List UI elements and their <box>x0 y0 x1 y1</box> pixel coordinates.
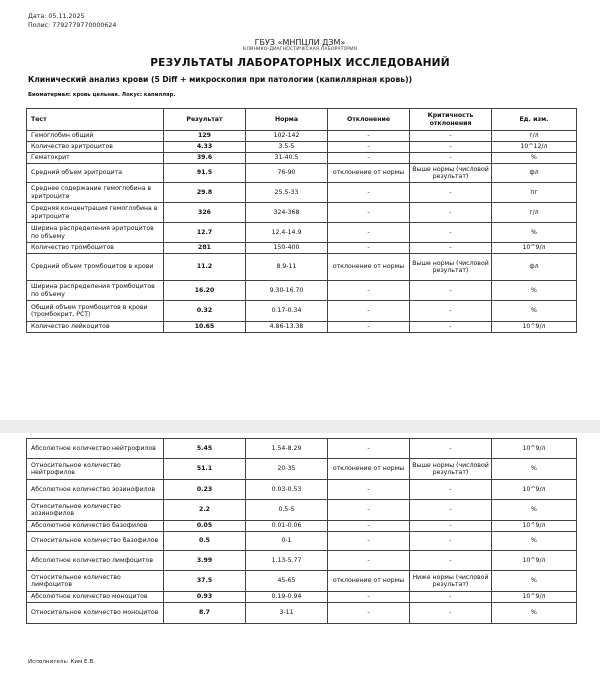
col-header-norm: Норма <box>246 109 328 131</box>
norm-range: 8.9-11 <box>246 254 328 281</box>
result-value: 10.65 <box>164 322 246 333</box>
result-value: 281 <box>164 243 246 254</box>
table-row <box>27 592 577 603</box>
norm-range: 45-65 <box>246 571 328 592</box>
criticality-status: - <box>410 153 492 164</box>
document-meta <box>28 12 116 30</box>
table-header-row <box>27 109 577 131</box>
result-value: 39.6 <box>164 153 246 164</box>
unit: % <box>492 301 577 322</box>
deviation-status: - <box>328 153 410 164</box>
unit: % <box>492 459 577 480</box>
norm-range: 0.17-0.34 <box>246 301 328 322</box>
deviation-status: - <box>328 439 410 459</box>
unit: г/л <box>492 203 577 223</box>
norm-range: 324-368 <box>246 203 328 223</box>
criticality-status: - <box>410 142 492 153</box>
norm-range: 0.03-0.53 <box>246 480 328 500</box>
table-row <box>27 322 577 333</box>
deviation-status: - <box>328 551 410 571</box>
unit: г/л <box>492 131 577 142</box>
test-name: Количество лейкоцитов <box>27 322 164 333</box>
test-name: Гемоглобин общий <box>27 131 164 142</box>
test-name: Средняя концентрация гемоглобина в эритроците <box>27 203 164 223</box>
norm-range: 0.5-5 <box>246 500 328 521</box>
norm-range: 20-35 <box>246 459 328 480</box>
table-row <box>27 153 577 164</box>
result-value: 8.7 <box>164 603 246 624</box>
norm-range: 9.30-16.70 <box>246 281 328 301</box>
results-table-1 <box>26 108 577 333</box>
unit: % <box>492 153 577 164</box>
unit: 10^9/л <box>492 322 577 333</box>
criticality-status: - <box>410 521 492 532</box>
criticality-status: Выше нормы (числовой результат) <box>410 459 492 480</box>
norm-range: 1.13-5.77 <box>246 551 328 571</box>
deviation-status: - <box>328 223 410 243</box>
deviation-status: - <box>328 592 410 603</box>
deviation-status: - <box>328 532 410 551</box>
result-value: 5.45 <box>164 439 246 459</box>
table-row <box>27 500 577 521</box>
table-row <box>27 532 577 551</box>
norm-range: 1.54-8.29 <box>246 439 328 459</box>
test-name: Средний объем тромбоцитов в крови <box>27 254 164 281</box>
criticality-status: - <box>410 322 492 333</box>
test-name: Ширина распределения тромбоцитов по объему <box>27 281 164 301</box>
deviation-status: отклонение от нормы <box>328 164 410 183</box>
unit: 10^9/л <box>492 592 577 603</box>
test-name: Относительное количество моноцитов <box>27 603 164 624</box>
result-value: 129 <box>164 131 246 142</box>
deviation-status: отклонение от нормы <box>328 571 410 592</box>
norm-range: 0-1 <box>246 532 328 551</box>
deviation-status: - <box>328 203 410 223</box>
test-name: Абсолютное количество эозинофилов <box>27 480 164 500</box>
unit: % <box>492 500 577 521</box>
norm-range: 3-11 <box>246 603 328 624</box>
test-name: Количество тромбоцитов <box>27 243 164 254</box>
col-header-test: Тест <box>27 109 164 131</box>
test-name: Гематокрит <box>27 153 164 164</box>
table-row <box>27 459 577 480</box>
deviation-status: отклонение от нормы <box>328 459 410 480</box>
unit: % <box>492 281 577 301</box>
result-value: 0.32 <box>164 301 246 322</box>
result-value: 51.1 <box>164 459 246 480</box>
unit: % <box>492 223 577 243</box>
criticality-status: - <box>410 532 492 551</box>
norm-range: 150-400 <box>246 243 328 254</box>
test-name: Абсолютное количество моноцитов <box>27 592 164 603</box>
table-row <box>27 183 577 203</box>
deviation-status: - <box>328 142 410 153</box>
result-value: 37.5 <box>164 571 246 592</box>
result-value: 11.2 <box>164 254 246 281</box>
result-value: 3.99 <box>164 551 246 571</box>
test-name: Ширина распределения эритроцитов по объему <box>27 223 164 243</box>
norm-range: 31-40.5 <box>246 153 328 164</box>
criticality-status: Выше нормы (числовой результат) <box>410 254 492 281</box>
deviation-status: - <box>328 281 410 301</box>
test-name: Общий объем тромбоцитов в крови (тромбокрит, PCT) <box>27 301 164 322</box>
table-row <box>27 480 577 500</box>
criticality-status: - <box>410 603 492 624</box>
report-title: РЕЗУЛЬТАТЫ ЛАБОРАТОРНЫХ ИССЛЕДОВАНИЙ <box>150 57 450 69</box>
deviation-status: - <box>328 322 410 333</box>
test-name: Абсолютное количество нейтрофилов <box>27 439 164 459</box>
table-row <box>27 223 577 243</box>
unit: фл <box>492 164 577 183</box>
table-row <box>27 603 577 624</box>
results-table-2 <box>26 438 577 624</box>
col-header-criticality: Критичность отклонения <box>410 109 492 131</box>
criticality-status: - <box>410 480 492 500</box>
org-subtitle: КЛИНИКО-ДИАГНОСТИЧЕСКАЯ ЛАБОРАТОРИЯ <box>243 47 357 52</box>
result-value: 0.23 <box>164 480 246 500</box>
table-row <box>27 571 577 592</box>
test-name: Средний объем эритроцита <box>27 164 164 183</box>
deviation-status: - <box>328 500 410 521</box>
norm-range: 3.5-5 <box>246 142 328 153</box>
deviation-status: - <box>328 480 410 500</box>
table-row <box>27 254 577 281</box>
table-row <box>27 131 577 142</box>
deviation-status: - <box>328 521 410 532</box>
norm-range: 76-90 <box>246 164 328 183</box>
result-value: 29.8 <box>164 183 246 203</box>
result-value: 2.2 <box>164 500 246 521</box>
col-header-unit: Ед. изм. <box>492 109 577 131</box>
criticality-status: - <box>410 203 492 223</box>
unit: 10^9/л <box>492 243 577 254</box>
unit: 10^12/л <box>492 142 577 153</box>
test-name: Абсолютное количество лимфоцитов <box>27 551 164 571</box>
criticality-status: - <box>410 439 492 459</box>
deviation-status: - <box>328 603 410 624</box>
norm-range: 25.5-33 <box>246 183 328 203</box>
unit: 10^9/л <box>492 480 577 500</box>
norm-range: 102-142 <box>246 131 328 142</box>
result-value: 0.93 <box>164 592 246 603</box>
criticality-status: Выше нормы (числовой результат) <box>410 164 492 183</box>
unit: пг <box>492 183 577 203</box>
table-row <box>27 439 577 459</box>
deviation-status: - <box>328 301 410 322</box>
deviation-status: - <box>328 243 410 254</box>
policy-line: Полис: 7792779770000624 <box>28 22 117 29</box>
criticality-status: - <box>410 551 492 571</box>
criticality-status: - <box>410 183 492 203</box>
deviation-status: - <box>328 131 410 142</box>
result-value: 326 <box>164 203 246 223</box>
result-value: 0.05 <box>164 521 246 532</box>
result-value: 91.5 <box>164 164 246 183</box>
deviation-status: отклонение от нормы <box>328 254 410 281</box>
norm-range: 0.01-0.06 <box>246 521 328 532</box>
deviation-status: - <box>328 183 410 203</box>
result-value: 4.33 <box>164 142 246 153</box>
criticality-status: - <box>410 243 492 254</box>
table-row <box>27 551 577 571</box>
result-value: 16.20 <box>164 281 246 301</box>
test-name: Среднее содержание гемоглобина в эритроците <box>27 183 164 203</box>
unit: 10^9/л <box>492 521 577 532</box>
test-name: Относительное количество лимфоцитов <box>27 571 164 592</box>
result-value: 12.7 <box>164 223 246 243</box>
criticality-status: Ниже нормы (числовой результат) <box>410 571 492 592</box>
test-name: Абсолютное количество базофилов <box>27 521 164 532</box>
criticality-status: - <box>410 281 492 301</box>
table-row <box>27 243 577 254</box>
result-value: 0.5 <box>164 532 246 551</box>
unit: % <box>492 603 577 624</box>
date-line: Дата: 05.11.2025 <box>28 13 85 20</box>
criticality-status: - <box>410 131 492 142</box>
criticality-status: - <box>410 223 492 243</box>
test-name: Количество эритроцитов <box>27 142 164 153</box>
unit: 10^9/л <box>492 551 577 571</box>
org-name: ГБУЗ «МНПЦЛИ ДЗМ» <box>254 38 346 47</box>
test-name: Относительное количество эозинофилов <box>27 500 164 521</box>
table-row <box>27 281 577 301</box>
unit: % <box>492 571 577 592</box>
criticality-status: - <box>410 500 492 521</box>
col-header-deviation: Отклонение <box>328 109 410 131</box>
norm-range: 12.4-14.9 <box>246 223 328 243</box>
norm-range: 4.86-13.38 <box>246 322 328 333</box>
executor-line: Исполнитель: Ким Е.В. <box>28 659 95 665</box>
unit: 10^9/л <box>492 439 577 459</box>
criticality-status: - <box>410 301 492 322</box>
criticality-status: - <box>410 592 492 603</box>
test-name: Относительное количество нейтрофилов <box>27 459 164 480</box>
test-name: Относительное количество базофилов <box>27 532 164 551</box>
table-row <box>27 521 577 532</box>
unit: фл <box>492 254 577 281</box>
table-row <box>27 203 577 223</box>
table-row <box>27 164 577 183</box>
table-row <box>27 301 577 322</box>
col-header-result: Результат <box>164 109 246 131</box>
analysis-title: Клинический анализ крови (5 Diff + микроскопия при патологии (капиллярная кровь)) <box>28 75 413 84</box>
unit: % <box>492 532 577 551</box>
biomaterial-line: Биоматериал: кровь цельная. Локус: капилляр. <box>28 92 176 98</box>
norm-range: 0.19-0.94 <box>246 592 328 603</box>
table-row <box>27 142 577 153</box>
